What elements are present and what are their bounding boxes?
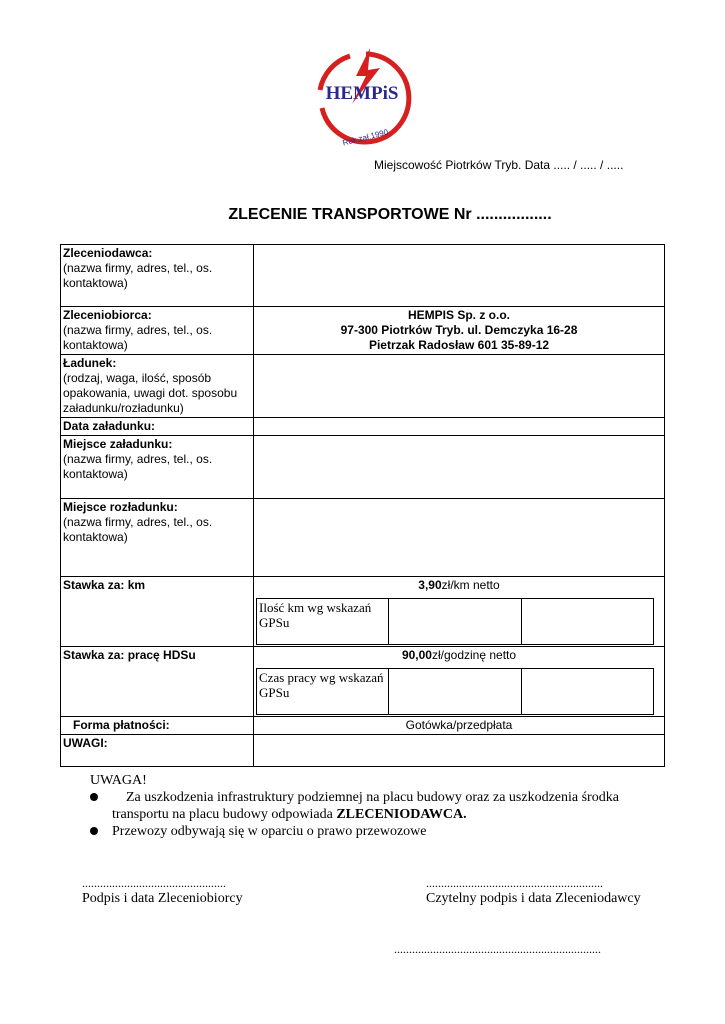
signature-right [426,876,641,907]
signature-line: ................................................ [82,876,226,890]
table-row [61,436,665,499]
zleceniodawca-field[interactable] [254,245,665,307]
signature-line: ........................................................... [426,876,603,890]
ladunek-field[interactable] [254,355,665,418]
note-item: Przewozy odbywają się w oparciu o prawo przewozowe [90,823,690,840]
table-row [61,717,665,735]
signature-left [82,876,243,907]
km-sub-label: Ilość km wg wskazań GPSu [257,599,389,645]
label-cell: Ładunek: (rodzaj, waga, ilość, sposób opakowania, uwagi dot. sposobu załadunku/rozładunku) [61,355,254,418]
table-row [61,355,665,418]
uwagi-label: UWAGI: [61,735,254,767]
stawka-hds-cell: 90,00zł/godzinę netto Czas pracy wg wskazań GPSu [254,647,665,717]
hds-sub-field[interactable] [521,669,653,715]
hds-sub-label: Czas pracy wg wskazań GPSu [257,669,389,715]
notes-heading: UWAGA! [90,773,147,788]
table-row [61,307,665,355]
table-row [61,245,665,307]
stawka-hds-label: Stawka za: pracę HDSu [61,647,254,717]
signature-label: Podpis i data Zleceniobiorcy [82,891,243,906]
table-row [61,499,665,577]
km-sub-field[interactable] [389,599,521,645]
notes-section [90,772,690,840]
label-cell: Miejsce załadunku: (nazwa firmy, adres, tel., os. kontaktowa) [61,436,254,499]
signature-line-bottom: ..................................................................... [394,942,601,956]
table-row [61,735,665,767]
zleceniobiorca-value: HEMPIS Sp. z o.o. 97-300 Piotrków Tryb. ul. Demczyka 16-28 Pietrzak Radosław 601 35-89-12 [254,307,665,355]
table-row [61,577,665,647]
place-date-line: Miejscowość Piotrków Tryb. Data ..... / ..... / ..... [374,158,624,172]
signature-label: Czytelny podpis i data Zleceniodawcy [426,891,641,906]
label-cell: Zleceniodawca: (nazwa firmy, adres, tel., os. kontaktowa) [61,245,254,307]
table-row [61,418,665,436]
logo-since: Rok zał.1990 [341,127,390,148]
logo-brand: HEMPiS [325,83,399,104]
data-zaladunku-field[interactable] [254,418,665,436]
page-title: ZLECENIE TRANSPORTOWE Nr ................. [228,206,552,223]
note-item: Za uszkodzenia infrastruktury podziemnej na placu budowy oraz za uszkodzenia środka transportu na placu budowy odpowiada ZLECENIODAWCA. [90,789,690,823]
label-cell: Miejsce rozładunku: (nazwa firmy, adres, tel., os. kontaktowa) [61,499,254,577]
hds-sub-field[interactable] [389,669,521,715]
uwagi-field[interactable] [254,735,665,767]
stawka-km-cell: 3,90zł/km netto Ilość km wg wskazań GPSu [254,577,665,647]
forma-platnosci-value: Gotówka/przedpłata [254,717,665,735]
hds-subgrid [256,668,654,715]
stawka-km-label: Stawka za: km [61,577,254,647]
label-cell: Zleceniobiorca: (nazwa firmy, adres, tel., os. kontaktowa) [61,307,254,355]
km-sub-field[interactable] [521,599,653,645]
miejsce-rozladunku-field[interactable] [254,499,665,577]
data-zaladunku-label: Data załadunku: [61,418,254,436]
miejsce-zaladunku-field[interactable] [254,436,665,499]
table-row [61,647,665,717]
company-logo [310,46,415,154]
km-subgrid [256,598,654,645]
transport-order-table [60,244,665,767]
forma-platnosci-label: Forma płatności: [61,717,254,735]
